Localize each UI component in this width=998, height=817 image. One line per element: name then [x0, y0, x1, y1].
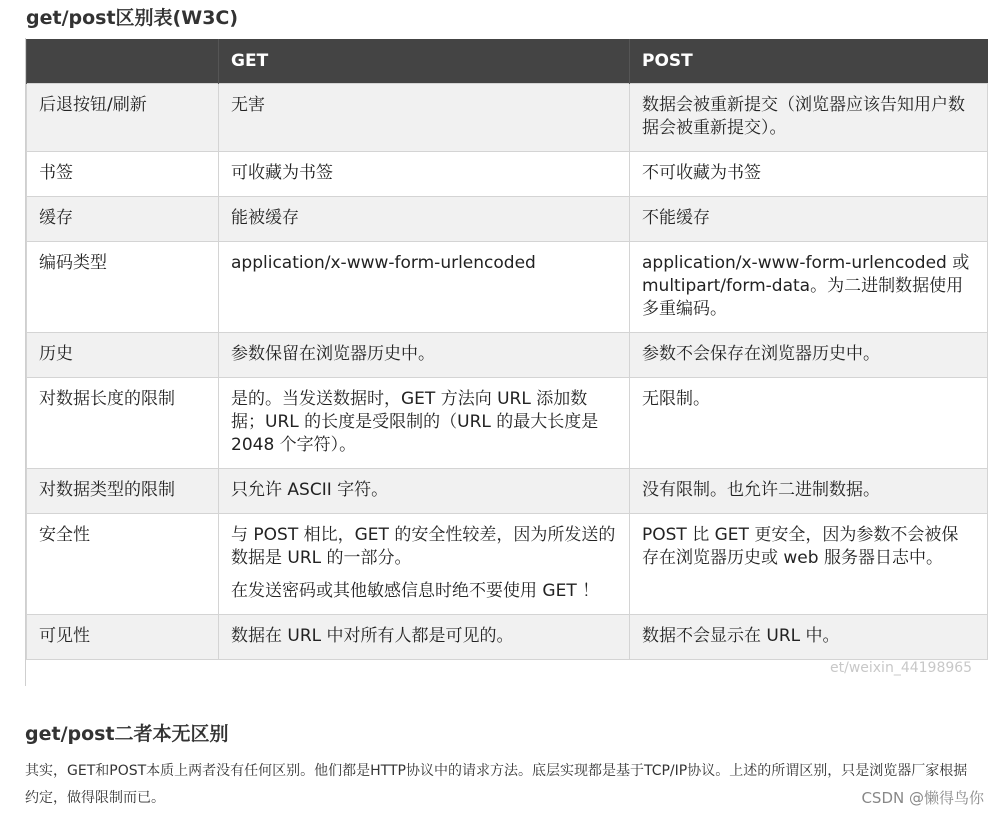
get-cell-note: 在发送密码或其他敏感信息时绝不要使用 GET ！ [231, 581, 600, 601]
csdn-watermark: CSDN @懒得鸟你 [861, 789, 984, 807]
table-row [27, 615, 988, 660]
get-cell: 数据在 URL 中对所有人都是可见的。 [219, 615, 630, 660]
get-cell [219, 514, 630, 615]
row-label: 书签 [27, 152, 219, 197]
table-row [27, 333, 988, 378]
row-label: 对数据类型的限制 [27, 469, 219, 514]
row-label: 安全性 [27, 514, 219, 615]
inline-watermark: et/weixin_44198965 [830, 660, 973, 676]
header-empty [27, 39, 219, 84]
post-cell: application/x-www-form-urlencoded 或 multipart/form-data。为二进制数据使用多重编码。 [630, 242, 988, 333]
get-cell: 能被缓存 [219, 197, 630, 242]
get-cell: 参数保留在浏览器历史中。 [219, 333, 630, 378]
table-row [27, 242, 988, 333]
table-row [27, 469, 988, 514]
table-row [27, 197, 988, 242]
row-label: 对数据长度的限制 [27, 378, 219, 469]
header-post: POST [630, 39, 988, 84]
row-label: 历史 [27, 333, 219, 378]
row-label: 可见性 [27, 615, 219, 660]
table-row [27, 514, 988, 615]
get-cell: 可收藏为书签 [219, 152, 630, 197]
get-post-comparison-table [26, 39, 988, 660]
table-row [27, 152, 988, 197]
post-cell: 数据不会显示在 URL 中。 [630, 615, 988, 660]
get-cell: 是的。当发送数据时，GET 方法向 URL 添加数据；URL 的长度是受限制的（URL 的最大长度是 2048 个字符）。 [219, 378, 630, 469]
row-label: 缓存 [27, 197, 219, 242]
post-cell: POST 比 GET 更安全，因为参数不会被保存在浏览器历史或 web 服务器日志中。 [630, 514, 988, 615]
post-cell: 数据会被重新提交（浏览器应该告知用户数据会被重新提交）。 [630, 84, 988, 152]
post-cell: 不能缓存 [630, 197, 988, 242]
table-header-row [27, 39, 988, 84]
table-row [27, 84, 988, 152]
post-cell: 无限制。 [630, 378, 988, 469]
table-section-title: get/post区别表(W3C) [26, 7, 239, 29]
get-cell: application/x-www-form-urlencoded [219, 242, 630, 333]
header-get: GET [219, 39, 630, 84]
post-cell: 不可收藏为书签 [630, 152, 988, 197]
get-cell: 无害 [219, 84, 630, 152]
row-label: 后退按钮/刷新 [27, 84, 219, 152]
get-cell: 只允许 ASCII 字符。 [219, 469, 630, 514]
table-row [27, 378, 988, 469]
post-cell: 没有限制。也允许二进制数据。 [630, 469, 988, 514]
row-label: 编码类型 [27, 242, 219, 333]
get-cell-text: 与 POST 相比，GET 的安全性较差，因为所发送的数据是 URL 的一部分。 [231, 525, 616, 568]
section-title: get/post二者本无区别 [25, 723, 229, 745]
section-paragraph: 其实，GET和POST本质上两者没有任何区别。他们都是HTTP协议中的请求方法。底层实现都是基于TCP/IP协议。上述的所谓区别，只是浏览器厂家根据约定，做得限制而已。 [25, 763, 968, 806]
post-cell: 参数不会保存在浏览器历史中。 [630, 333, 988, 378]
